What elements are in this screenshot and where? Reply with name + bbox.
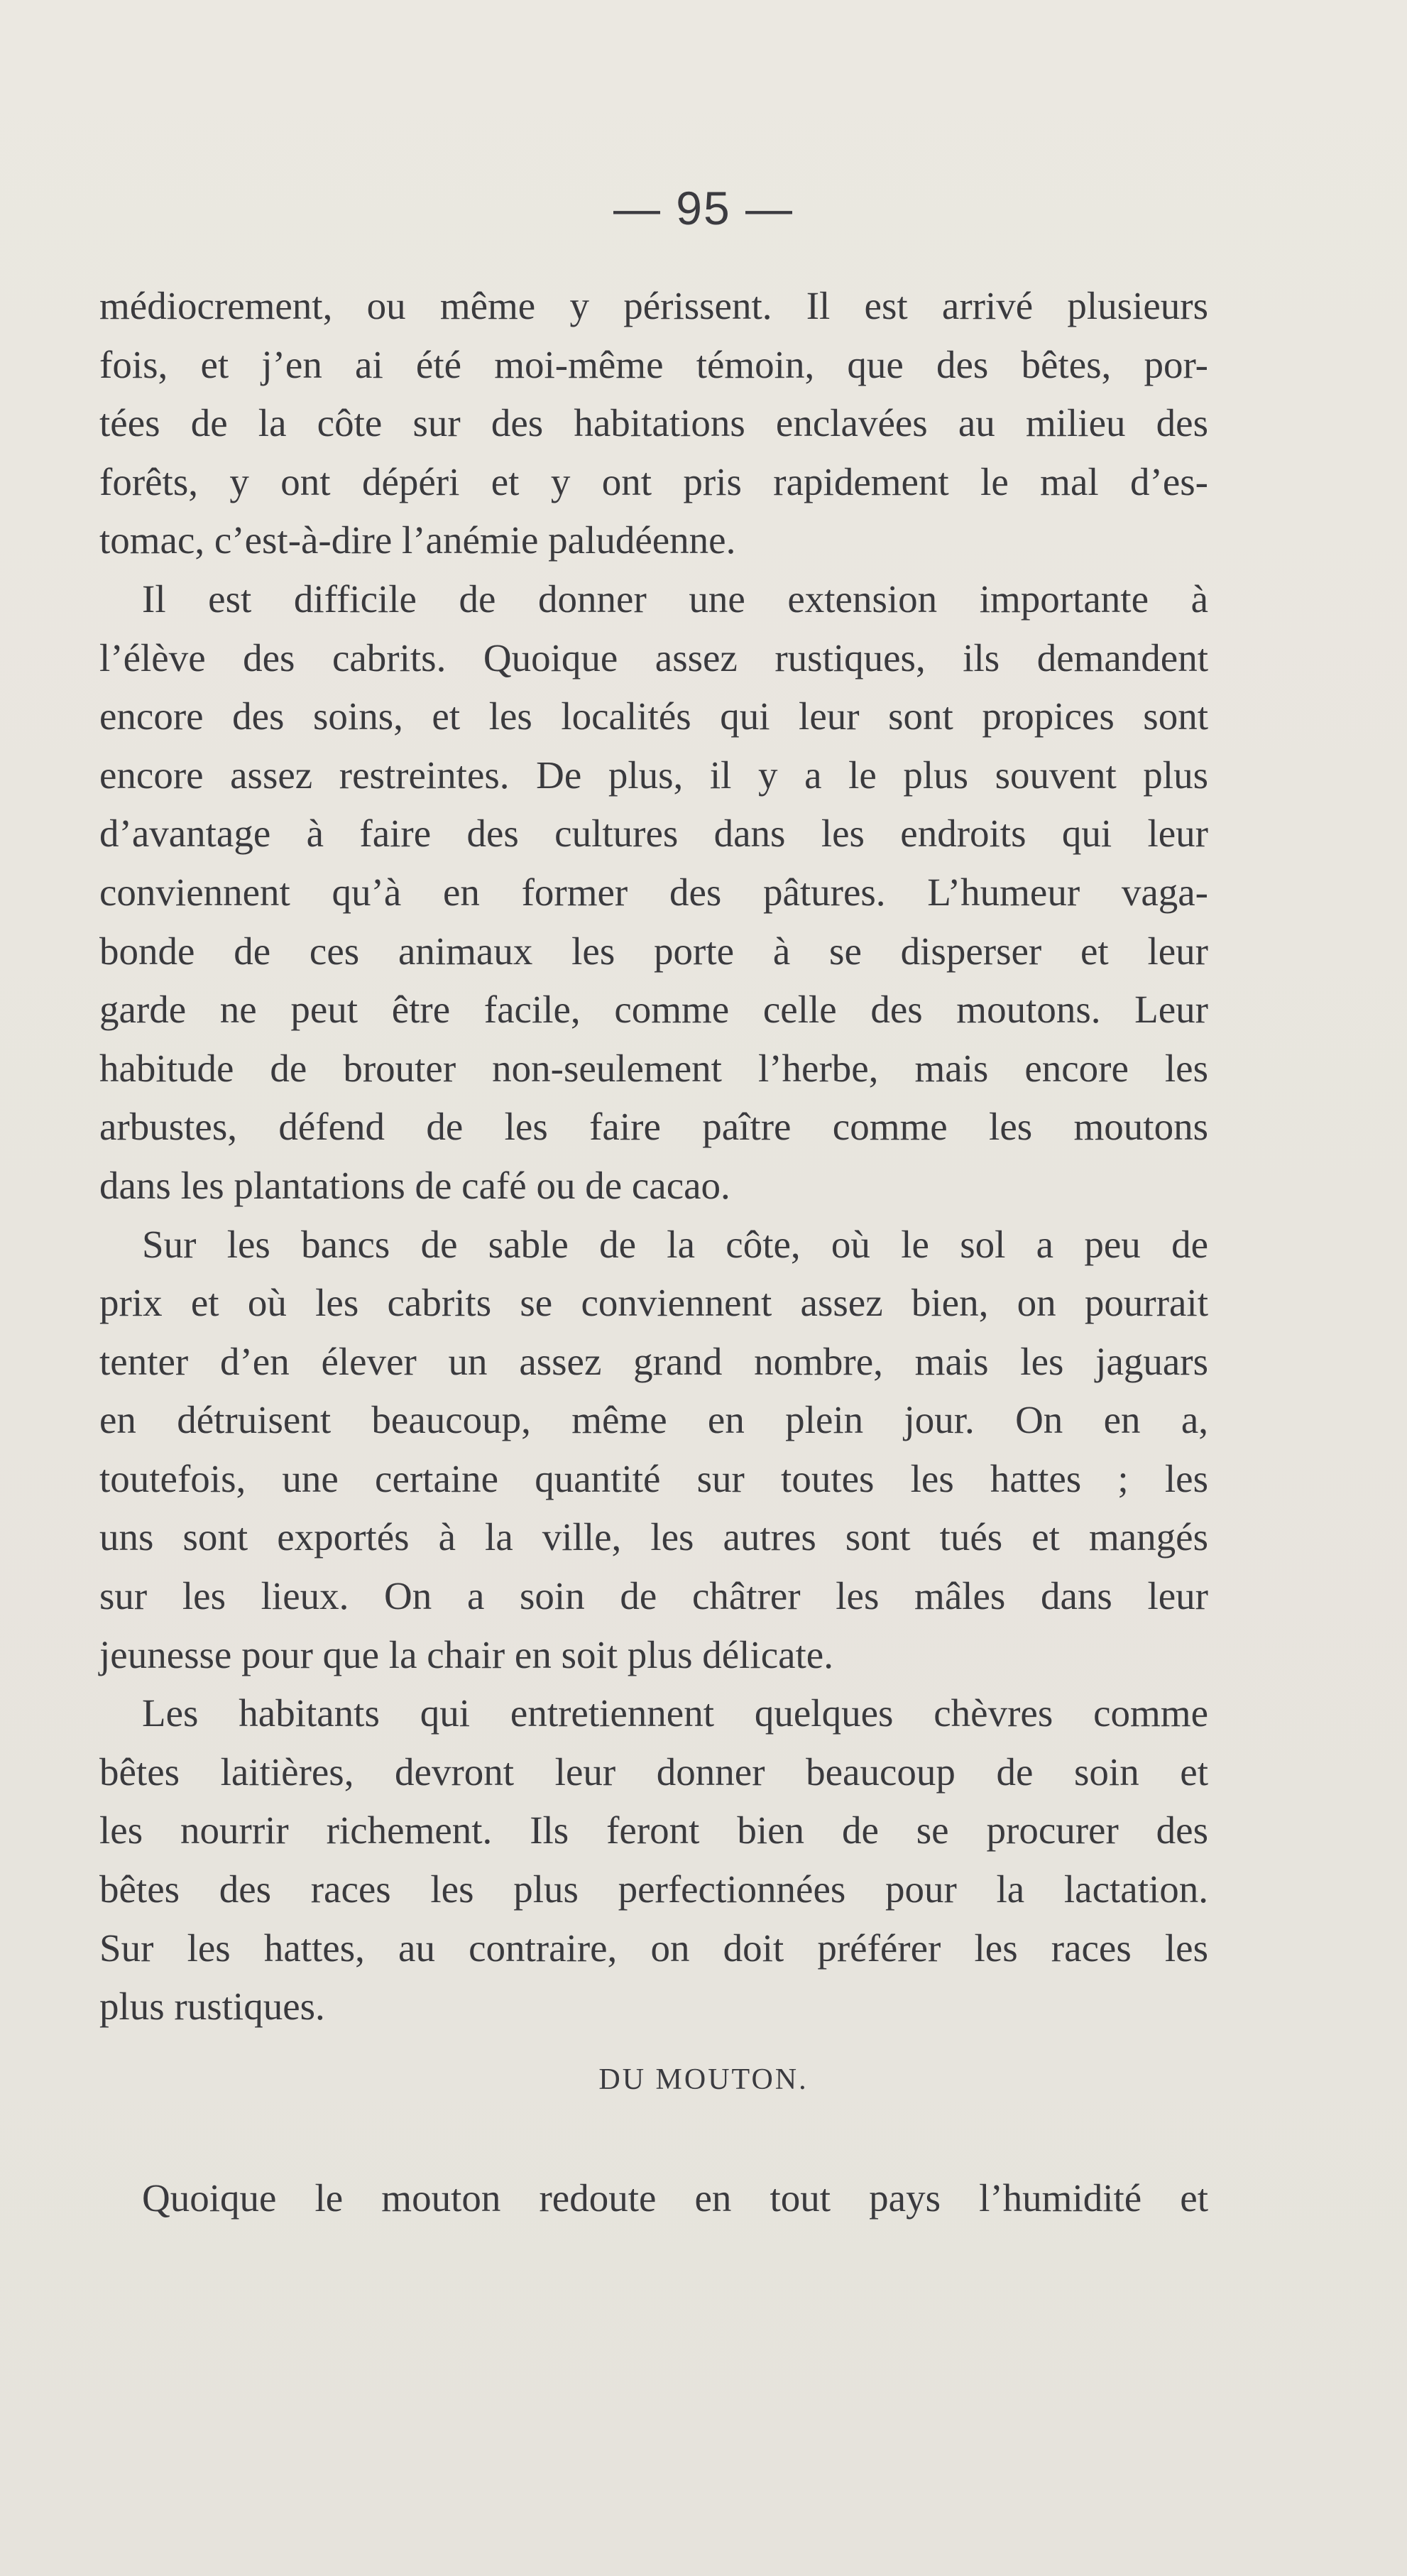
text-line: encore des soins, et les localités qui leur sont propices sont (99, 694, 1208, 738)
text-line: conviennent qu’à en former des pâtures. L’humeur vaga- (99, 870, 1208, 914)
text-line: garde ne peut être facile, comme celle des moutons. Leur (99, 988, 1208, 1032)
page-number: — 95 — (613, 182, 794, 234)
text-line: bêtes des races les plus perfectionnées pour la lactation. (99, 1867, 1208, 1911)
text-line: Il est difficile de donner une extension importante à (142, 577, 1208, 621)
text-line: en détruisent beaucoup, même en plein jour. On en a, (99, 1398, 1208, 1442)
text-line: tomac, c’est-à-dire l’anémie paludéenne. (99, 518, 736, 562)
text-line: fois, et j’en ai été moi-même témoin, que des bêtes, por- (99, 342, 1208, 386)
text-line: habitude de brouter non-seulement l’herbe, mais encore les (99, 1046, 1208, 1090)
text-line: tées de la côte sur des habitations enclavées au milieu des (99, 401, 1208, 445)
text-line: Les habitants qui entretiennent quelques chèvres comme (142, 1691, 1208, 1735)
text-line: uns sont exportés à la ville, les autres sont tués et mangés (99, 1515, 1208, 1559)
text-line: bêtes laitières, devront leur donner beaucoup de soin et (99, 1750, 1208, 1794)
text-line: médiocrement, ou même y périssent. Il est arrivé plusieurs (99, 284, 1208, 327)
section-heading: DU MOUTON. (598, 2063, 809, 2096)
text-line: sur les lieux. On a soin de châtrer les mâles dans leur (99, 1574, 1208, 1618)
text-line: les nourrir richement. Ils feront bien de se procurer des (99, 1808, 1208, 1852)
text-line: d’avantage à faire des cultures dans les endroits qui leur (99, 812, 1208, 856)
text-line: forêts, y ont dépéri et y ont pris rapidement le mal d’es- (99, 459, 1208, 503)
body-text-continued (99, 2169, 1208, 2228)
text-line: l’élève des cabrits. Quoique assez rustiques, ils demandent (99, 635, 1208, 680)
text-line: arbustes, défend de les faire paître comme les moutons (99, 1105, 1208, 1149)
text-line: dans les plantations de café ou de cacao. (99, 1163, 730, 1207)
text-line: plus rustiques. (99, 1985, 325, 2029)
text-line: jeunesse pour que la chair en soit plus délicate. (99, 1632, 833, 1676)
text-line: tenter d’en élever un assez grand nombre, mais les jaguars (99, 1339, 1208, 1383)
text-line: toutefois, une certaine quantité sur toutes les hattes ; les (99, 1456, 1208, 1500)
body-text (99, 277, 1208, 2036)
text-line: Sur les hattes, au contraire, on doit préférer les races les (99, 1926, 1208, 1970)
text-line: Quoique le mouton redoute en tout pays l’humidité et (142, 2176, 1208, 2220)
text-line: Sur les bancs de sable de la côte, où le sol a peu de (142, 1222, 1208, 1266)
text-line: encore assez restreintes. De plus, il y a le plus souvent plus (99, 753, 1208, 797)
text-line: bonde de ces animaux les porte à se disperser et leur (99, 929, 1208, 973)
text-line: prix et où les cabrits se conviennent assez bien, on pourrait (99, 1281, 1208, 1325)
